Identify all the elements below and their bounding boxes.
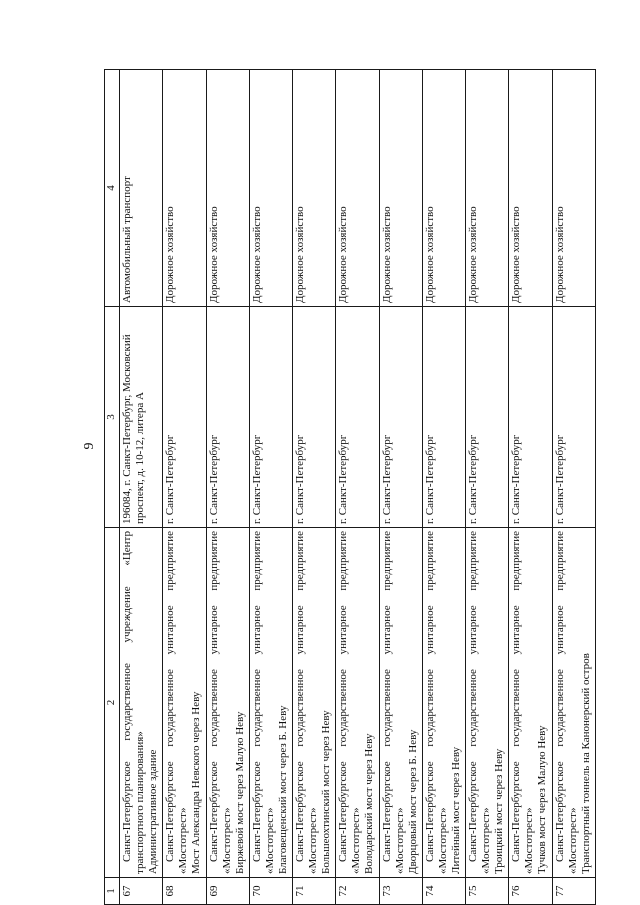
header-cell-address: 3: [105, 307, 120, 528]
address-cell: г. Санкт-Петербург: [552, 307, 595, 528]
table-row: [293, 70, 336, 905]
organization-cell: [120, 528, 163, 878]
organization-cell: [509, 528, 552, 878]
header-cell-number: 1: [105, 878, 120, 905]
table-row: [120, 70, 163, 905]
organization-cell: [249, 528, 292, 878]
sector-cell: Дорожное хозяйство: [379, 70, 422, 307]
address-cell: г. Санкт-Петербург: [466, 307, 509, 528]
organization-cell: [422, 528, 465, 878]
organization-name: Санкт-Петербургское государственное учреждение «Центр транспортного планирования»: [121, 531, 146, 874]
table-row: [509, 70, 552, 905]
address-cell: г. Санкт-Петербург: [379, 307, 422, 528]
organization-name: Санкт-Петербургское государственное унитарное предприятие «Мостотрест»: [337, 531, 363, 874]
sector-cell: Дорожное хозяйство: [336, 70, 379, 307]
organization-name: Санкт-Петербургское государственное унитарное предприятие «Мостотрест»: [510, 531, 536, 874]
organization-cell: [163, 528, 206, 878]
address-cell: 196084, г. Санкт-Петербург, Московский проспект, д. 10-12, литера А: [120, 307, 163, 528]
row-number: 71: [293, 878, 336, 905]
address-cell: г. Санкт-Петербург: [509, 307, 552, 528]
row-number: 68: [163, 878, 206, 905]
organization-name: Санкт-Петербургское государственное унитарное предприятие «Мостотрест»: [207, 531, 233, 874]
rotated-table-container: [104, 70, 596, 905]
address-cell: г. Санкт-Петербург: [336, 307, 379, 528]
table-row: [379, 70, 422, 905]
objects-table: [104, 69, 596, 905]
organization-name: Санкт-Петербургское государственное унитарное предприятие «Мостотрест»: [380, 531, 406, 874]
organization-cell: [206, 528, 249, 878]
row-number: 73: [379, 878, 422, 905]
organization-name: Санкт-Петербургское государственное унитарное предприятие «Мостотрест»: [423, 531, 449, 874]
row-number: 69: [206, 878, 249, 905]
table-row: [249, 70, 292, 905]
sector-cell: Дорожное хозяйство: [552, 70, 595, 307]
table-row: [466, 70, 509, 905]
address-cell: г. Санкт-Петербург: [249, 307, 292, 528]
organization-name: Санкт-Петербургское государственное унитарное предприятие «Мостотрест»: [164, 531, 190, 874]
organization-cell: [552, 528, 595, 878]
address-cell: г. Санкт-Петербург: [293, 307, 336, 528]
sector-cell: Дорожное хозяйство: [206, 70, 249, 307]
sector-cell: Дорожное хозяйство: [249, 70, 292, 307]
organization-name: Санкт-Петербургское государственное унитарное предприятие «Мостотрест»: [294, 531, 320, 874]
sector-cell: Автомобильный транспорт: [120, 70, 163, 307]
row-number: 76: [509, 878, 552, 905]
object-name: Троицкий мост через Неву: [493, 748, 506, 874]
object-name: Большеохтинский мост через Неву: [320, 710, 333, 874]
address-cell: г. Санкт-Петербург: [163, 307, 206, 528]
object-name: Мост Александра Невского через Неву: [190, 691, 203, 874]
address-cell: г. Санкт-Петербург: [206, 307, 249, 528]
object-name: Биржевой мост через Малую Неву: [233, 711, 246, 874]
header-cell-organization: 2: [105, 528, 120, 878]
object-name: Административное здание: [147, 749, 159, 874]
sector-cell: Дорожное хозяйство: [293, 70, 336, 307]
organization-cell: [379, 528, 422, 878]
sector-cell: Дорожное хозяйство: [509, 70, 552, 307]
organization-cell: [293, 528, 336, 878]
sector-cell: Дорожное хозяйство: [422, 70, 465, 307]
row-number: 67: [120, 878, 163, 905]
header-cell-sector: 4: [105, 70, 120, 307]
organization-name: Санкт-Петербургское государственное унитарное предприятие «Мостотрест»: [553, 531, 579, 874]
organization-name: Санкт-Петербургское государственное унитарное предприятие «Мостотрест»: [467, 531, 493, 874]
table-row: [206, 70, 249, 905]
organization-cell: [466, 528, 509, 878]
object-name: Литейный мост через Неву: [449, 746, 462, 874]
address-cell: г. Санкт-Петербург: [422, 307, 465, 528]
organization-name: Санкт-Петербургское государственное унитарное предприятие «Мостотрест»: [250, 531, 276, 874]
row-number: 72: [336, 878, 379, 905]
object-name: Тучков мост через Малую Неву: [536, 725, 549, 874]
object-name: Транспортный тоннель на Канонерский остров: [579, 653, 592, 874]
table-row: [552, 70, 595, 905]
table-body: [105, 70, 596, 905]
sector-cell: Дорожное хозяйство: [163, 70, 206, 307]
object-name: Володарский мост через Неву: [363, 733, 376, 874]
object-name: Благовещенский мост через Б. Неву: [276, 705, 289, 874]
row-number: 70: [249, 878, 292, 905]
header-row: [105, 70, 120, 905]
table-row: [422, 70, 465, 905]
row-number: 75: [466, 878, 509, 905]
object-name: Дворцовый мост через Б. Неву: [406, 729, 419, 874]
table-row: [163, 70, 206, 905]
page-number: 9: [82, 442, 97, 450]
sector-cell: Дорожное хозяйство: [466, 70, 509, 307]
row-number: 77: [552, 878, 595, 905]
table-row: [336, 70, 379, 905]
organization-cell: [336, 528, 379, 878]
row-number: 74: [422, 878, 465, 905]
